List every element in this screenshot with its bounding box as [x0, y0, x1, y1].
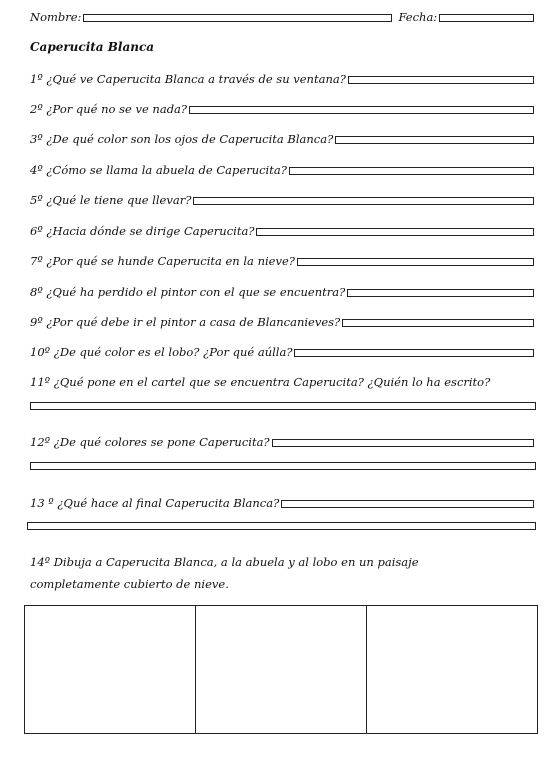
- date-field[interactable]: [439, 14, 534, 22]
- answer-field[interactable]: [348, 76, 534, 84]
- question-text: 1º ¿Qué ve Caperucita Blanca a través de su ventana?: [30, 72, 346, 86]
- question-13: [30, 494, 534, 510]
- answer-field[interactable]: [294, 349, 534, 357]
- question-3: [30, 130, 534, 146]
- question-text: 11º ¿Qué pone en el cartel que se encuentra Caperucita? ¿Quién lo ha escrito?: [30, 375, 491, 389]
- question-1: [30, 70, 534, 86]
- answer-field[interactable]: [335, 136, 534, 144]
- question-12: [30, 433, 534, 449]
- drawing-task-line-1: 14º Dibuja a Caperucita Blanca, a la abuela y al lobo en un paisaje: [30, 555, 419, 569]
- answer-field[interactable]: [342, 319, 534, 327]
- question-text: 10º ¿De qué color es el lobo? ¿Por qué aúlla?: [30, 345, 293, 359]
- answer-field[interactable]: [272, 439, 534, 447]
- drawing-box-3[interactable]: [367, 606, 537, 733]
- question-6: [30, 222, 534, 238]
- question-7: [30, 252, 534, 268]
- answer-field[interactable]: [189, 106, 534, 114]
- question-text: 13 º ¿Qué hace al final Caperucita Blanca?: [30, 496, 280, 510]
- drawing-task-line-2: completamente cubierto de nieve.: [30, 577, 229, 591]
- drawing-box-2[interactable]: [196, 606, 367, 733]
- answer-field[interactable]: [193, 197, 534, 205]
- question-2: [30, 100, 534, 116]
- date-label: Fecha:: [398, 10, 438, 24]
- question-11: [30, 373, 534, 389]
- question-10: [30, 343, 534, 359]
- answer-field[interactable]: [347, 289, 534, 297]
- drawing-grid: [24, 605, 538, 734]
- answer-field[interactable]: [27, 522, 536, 530]
- name-field[interactable]: [83, 14, 392, 22]
- answer-field[interactable]: [297, 258, 534, 266]
- answer-field[interactable]: [30, 402, 536, 410]
- question-8: [30, 283, 534, 299]
- question-text: 12º ¿De qué colores se pone Caperucita?: [30, 435, 270, 449]
- question-text: 7º ¿Por qué se hunde Caperucita en la nieve?: [30, 254, 295, 268]
- question-text: 3º ¿De qué color son los ojos de Caperucita Blanca?: [30, 132, 334, 146]
- worksheet-title: Caperucita Blanca: [30, 40, 155, 54]
- question-text: 8º ¿Qué ha perdido el pintor con el que se encuentra?: [30, 285, 346, 299]
- question-text: 9º ¿Por qué debe ir el pintor a casa de Blancanieves?: [30, 315, 341, 329]
- question-5: [30, 191, 534, 207]
- drawing-box-1[interactable]: [25, 606, 196, 733]
- question-text: 4º ¿Cómo se llama la abuela de Caperucita?: [30, 163, 287, 177]
- question-text: 6º ¿Hacia dónde se dirige Caperucita?: [30, 224, 255, 238]
- question-text: 2º ¿Por qué no se ve nada?: [30, 102, 188, 116]
- answer-field[interactable]: [289, 167, 534, 175]
- answer-field[interactable]: [256, 228, 534, 236]
- name-label: Nombre:: [30, 10, 82, 24]
- question-text: 5º ¿Qué le tiene que llevar?: [30, 193, 192, 207]
- answer-field[interactable]: [281, 500, 534, 508]
- question-9: [30, 313, 534, 329]
- answer-field[interactable]: [30, 462, 536, 470]
- name-row: [30, 8, 534, 24]
- question-4: [30, 161, 534, 177]
